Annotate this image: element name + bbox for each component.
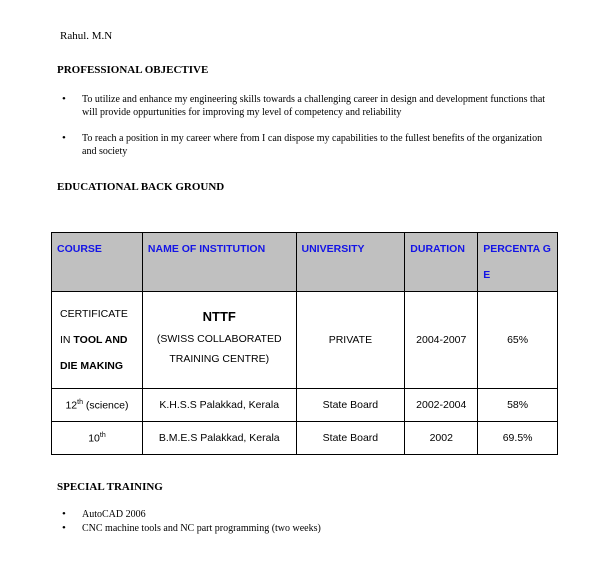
percentage-cell: 58% [478, 389, 558, 422]
percentage-cell: 69.5% [478, 422, 558, 455]
table-row [52, 422, 558, 455]
university-cell: State Board [296, 389, 405, 422]
institution-subtitle: TRAINING CENTRE) [169, 353, 270, 365]
header-percentage: PERCENTA GE [478, 233, 558, 292]
professional-objective-heading: PROFESSIONAL OBJECTIVE [57, 64, 209, 76]
candidate-name: Rahul. M.N [60, 30, 113, 42]
header-institution: NAME OF INSTITUTION [142, 233, 296, 292]
course-line-bold: DIE MAKING [60, 360, 123, 372]
course-cell [52, 292, 143, 389]
course-cell [52, 389, 143, 422]
course-line-bold: TOOL AND [73, 334, 128, 346]
institution-name: NTTF [202, 309, 236, 324]
training-list [62, 508, 552, 536]
education-table [51, 232, 558, 455]
institution-cell: B.M.E.S Palakkad, Kerala [142, 422, 296, 455]
course-number: 12 [65, 399, 78, 412]
table-header-row [52, 233, 558, 292]
institution-cell: K.H.S.S Palakkad, Kerala [142, 389, 296, 422]
duration-cell: 2004-2007 [405, 292, 478, 389]
university-cell: State Board [296, 422, 405, 455]
institution-subtitle: (SWISS COLLABORATED [156, 333, 282, 345]
header-duration: DURATION [405, 233, 478, 292]
header-course: COURSE [52, 233, 143, 292]
course-detail: (science) [82, 399, 129, 412]
course-number: 10 [88, 432, 100, 445]
objective-item: • To reach a position in my career where from I can dispose my capabilities to the fullest benefits of the organization and society [62, 132, 552, 158]
duration-cell: 2002-2004 [405, 389, 478, 422]
table-row [52, 389, 558, 422]
course-cell [52, 422, 143, 455]
percentage-cell: 65% [478, 292, 558, 389]
educational-background-heading: EDUCATIONAL BACK GROUND [57, 181, 225, 193]
header-university: UNIVERSITY [296, 233, 405, 292]
table-row [52, 292, 558, 389]
course-line: CERTIFICATE [60, 308, 128, 320]
course-suffix: th [77, 398, 83, 406]
special-training-heading: SPECIAL TRAINING [57, 481, 163, 493]
duration-cell: 2002 [405, 422, 478, 455]
course-line-prefix: IN [60, 334, 74, 346]
course-suffix: th [99, 431, 106, 439]
institution-cell [142, 292, 296, 389]
training-item: • AutoCAD 2006 [62, 508, 552, 521]
objective-item: • To utilize and enhance my engineering skills towards a challenging career in design and development functions that will provide oppurtunities for improving my level of competency and reliability [62, 93, 552, 119]
university-cell: PRIVATE [296, 292, 405, 389]
training-item: • CNC machine tools and NC part programming (two weeks) [62, 522, 552, 535]
objective-list [62, 93, 552, 171]
